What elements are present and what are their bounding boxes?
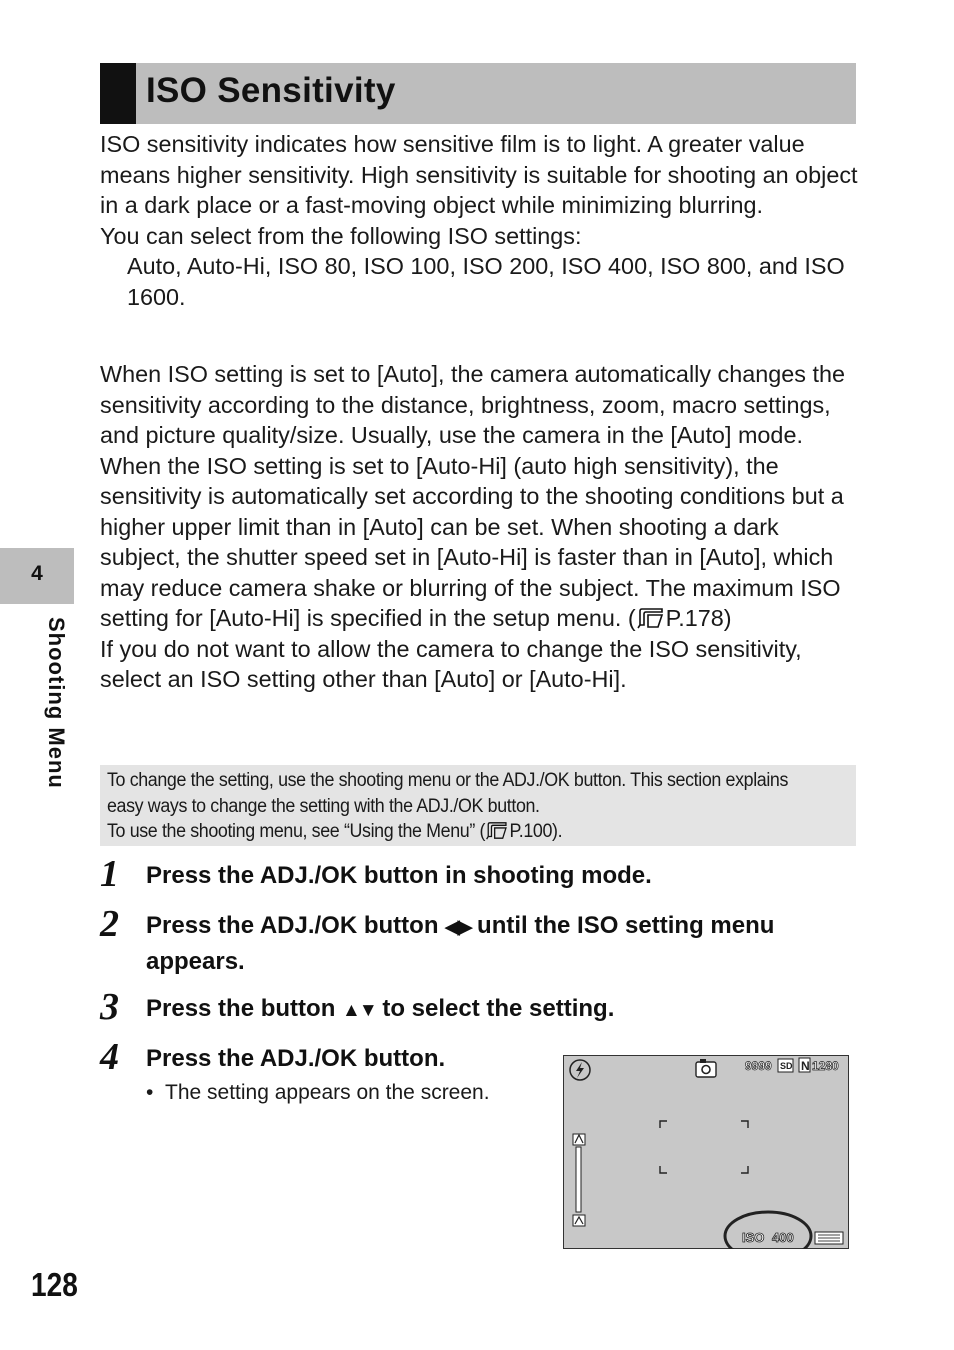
step-text: Press the ADJ./OK button ◀▶ until the ISO setting menu appears.: [146, 912, 775, 975]
body-section: [100, 359, 858, 695]
autohi-paragraph: [100, 451, 858, 634]
iso-options-intro: You can select from the following ISO settings:: [100, 222, 582, 249]
page-reference-icon: [486, 821, 509, 840]
step-text: Press the ADJ./OK button.: [146, 1045, 446, 1072]
step-bullet: • The setting appears on the screen.: [146, 1081, 490, 1104]
page-title: ISO Sensitivity: [146, 71, 396, 110]
shots-remaining: 9999: [745, 1059, 772, 1073]
note-text: [107, 768, 788, 845]
note-line: easy ways to change the setting with the ADJ./OK button.: [107, 795, 540, 817]
iso-options-list: Auto, Auto-Hi, ISO 80, ISO 100, ISO 200, ISO 400, ISO 800, and ISO 1600.: [127, 253, 845, 310]
iso-label: ISO: [742, 1230, 765, 1245]
page-number: 128: [31, 1266, 78, 1303]
left-right-arrow-icon: ◀▶: [445, 917, 471, 938]
note-box: [100, 765, 856, 846]
step-text: Press the button ▲▼ to select the setting.: [146, 995, 615, 1022]
chapter-label: Shooting Menu: [44, 617, 69, 789]
autohi-page-ref: P.178): [665, 605, 732, 631]
manual-paragraph: If you do not want to allow the camera to change the ISO sensitivity, select an ISO setting other than [Auto] or [Auto-Hi].: [100, 635, 802, 692]
step-number: 1: [100, 853, 119, 895]
up-down-arrow-icon: ▲▼: [342, 1000, 376, 1021]
camera-screen: [563, 1055, 849, 1249]
sd-card-label: SD: [780, 1061, 793, 1071]
autohi-text: When the ISO setting is set to [Auto-Hi] (auto high sensitivity), the sensitivity is automatically set according to the shooting conditions but a higher upper limit than in [Auto] can be set. When shooting a dark subject, the shutter speed set in [Auto-Hi] is faster than in [Auto], which may reduce camera shake or blurring of the subject. The maximum ISO setting for [Auto-Hi] is specified in the setup menu. (: [100, 452, 844, 631]
camera-mode-icon: [696, 1059, 716, 1077]
chapter-number: 4: [31, 562, 43, 585]
auto-paragraph: When ISO setting is set to [Auto], the camera automatically changes the sensitivity according to the distance, brightness, zoom, macro settings, and picture quality/size. Usually, use the camera in the [Auto] mode.: [100, 361, 845, 448]
title-marker: [100, 63, 136, 124]
image-size: 1280: [812, 1059, 839, 1073]
note-line: [107, 819, 788, 845]
quality-indicator: N: [801, 1059, 810, 1073]
step-number: 3: [100, 986, 119, 1028]
note-ref-text: To use the shooting menu, see “Using the Menu” (: [107, 821, 486, 842]
intro-section: [100, 129, 858, 312]
intro-paragraph: ISO sensitivity indicates how sensitive film is to light. A greater value means higher sensitivity. High sensitivity is suitable for shooting an object in a dark place or a fast-moving object while minimizing blurring.: [100, 131, 858, 218]
step-number: 4: [100, 1036, 119, 1078]
section-title-bar: [100, 63, 856, 124]
chapter-tab: [0, 548, 74, 604]
note-page-ref: P.100).: [509, 821, 563, 842]
iso-value: 400: [772, 1230, 794, 1245]
step-text: Press the ADJ./OK button in shooting mode.: [146, 862, 652, 889]
step-number: 2: [100, 903, 119, 945]
note-line: To change the setting, use the shooting menu or the ADJ./OK button. This section explains: [107, 770, 789, 791]
page-reference-icon: [637, 607, 665, 629]
battery-icon: [815, 1232, 843, 1244]
